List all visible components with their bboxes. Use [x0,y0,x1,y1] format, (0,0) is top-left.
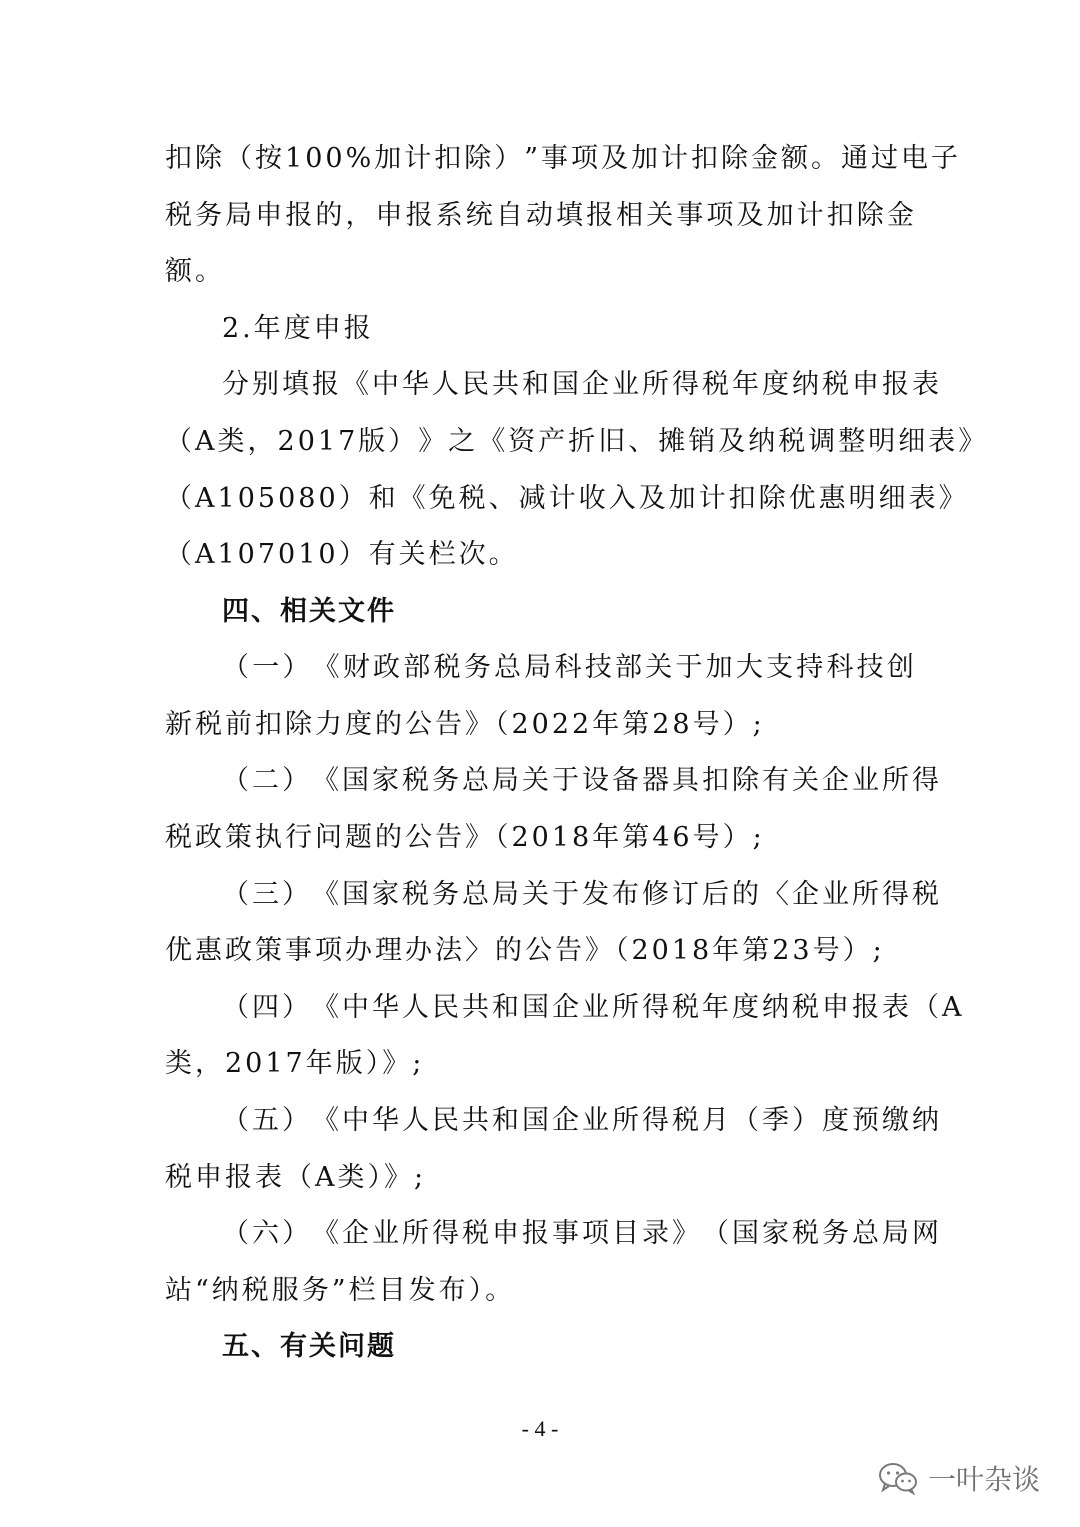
body-line-1: 扣 除 （ 按 1 0 0 % 加 计 扣 除 ） ” 事 项 及 加 计 扣 除 金 额 。 通 过 电 子 [165,143,962,174]
body-line-2: 税 务 局 申 报 的 ， 申 报 系 统 自 动 填 报 相 关 事 项 及 加 计 扣 除 金 [165,200,917,231]
doc-item-4-line-2: 类，2017年版）》; [165,1048,425,1079]
doc-item-2-line-2: 税政策执行问题的公告》（2018年第46号）; [165,822,765,853]
body-line-6: （ A 类 ， 2 0 1 7 版 ） 》 之 《 资 产 折 旧 、 摊 销 及 纳 税 调 整 明 细 表 》 [165,426,989,457]
body-line-8: （A107010）有关栏次。 [165,539,519,570]
doc-item-3-line-2: 优惠政策事项办理办法〉的公告》（2018年第23号）; [165,935,885,966]
wechat-icon [878,1461,918,1495]
doc-item-3-line-1: （ 三 ） 《 国 家 税 务 总 局 关 于 发 布 修 订 后 的 〈 企 业 所 得 税 [222,879,942,910]
watermark [878,1458,1040,1498]
subheading-annual-declaration: 2.年度申报 [222,313,374,344]
body-line-3: 额。 [165,256,225,287]
page-number: - 4 - [521,1416,559,1441]
doc-item-5-line-2: 税申报表（A类）》; [165,1162,427,1193]
section-heading-related-documents: 四、相关文件 [222,596,396,627]
doc-item-1-line-1: （ 一 ） 《 财 政 部 税 务 总 局 科 技 部 关 于 加 大 支 持 科 技 创 [222,652,917,683]
doc-item-5-line-1: （ 五 ） 《 中 华 人 民 共 和 国 企 业 所 得 税 月 （ 季 ） 度 预 缴 纳 [222,1105,942,1136]
body-line-5: 分 别 填 报 《 中 华 人 民 共 和 国 企 业 所 得 税 年 度 纳 税 申 报 表 [222,369,942,400]
doc-item-2-line-1: （ 二 ） 《 国 家 税 务 总 局 关 于 设 备 器 具 扣 除 有 关 企 业 所 得 [222,765,942,796]
doc-item-6-line-2: 站“纳税服务”栏目发布）。 [165,1275,516,1306]
doc-item-1-line-2: 新税前扣除力度的公告》（2022年第28号）; [165,709,765,740]
doc-item-6-line-1: （ 六 ） 《 企 业 所 得 税 申 报 事 项 目 录 》 （ 国 家 税 务 总 局 网 [222,1218,942,1249]
doc-item-4-line-1: （ 四 ） 《 中 华 人 民 共 和 国 企 业 所 得 税 年 度 纳 税 申 报 表 （ A [222,992,965,1023]
section-heading-related-issues: 五、有关问题 [222,1331,396,1362]
watermark-text: 一叶杂谈 [927,1463,1040,1496]
body-line-7: （ A 1 0 5 0 8 0 ） 和 《 免 税 、 减 计 收 入 及 加 计 扣 除 优 惠 明 细 表 》 [165,483,969,514]
